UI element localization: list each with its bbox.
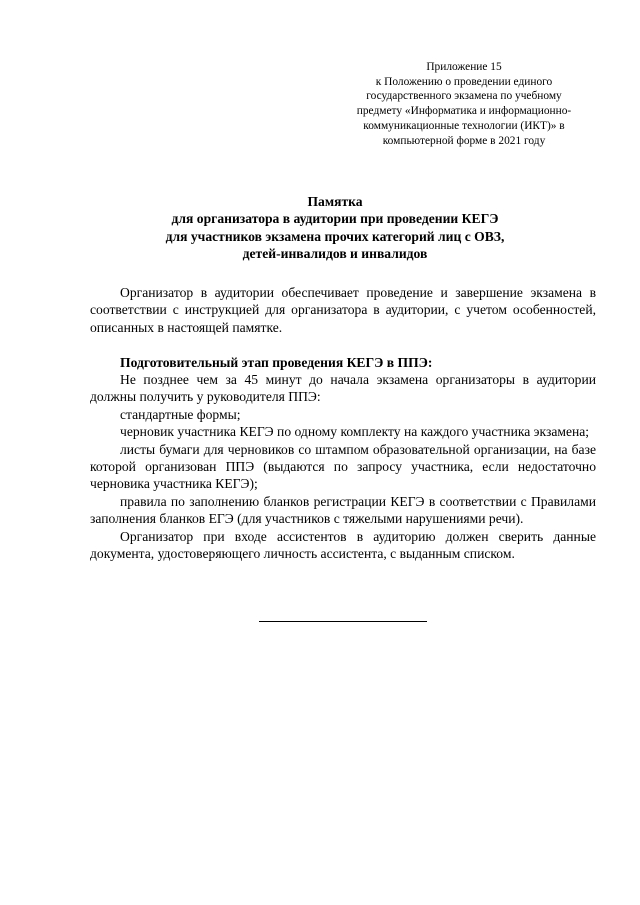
appendix-line: государственного экзамена по учебному [366,90,562,103]
paragraph: стандартные формы; [120,406,241,422]
paragraph: листы бумаги для черновиков со штампом образовательной организации, на базе которой организован ППЭ (выдаются по запросу участника, если недостаточно черновика участника КЕГЭ); [90,441,596,492]
section-heading: Подготовительный этап проведения КЕГЭ в ППЭ: [120,354,433,370]
appendix-line: предмету «Информатика и информационно- [356,105,572,118]
closing-rule [259,621,427,622]
title-line: детей-инвалидов и инвалидов [242,245,428,261]
paragraph: черновик участника КЕГЭ по одному комплекту на каждого участника экзамена; [120,424,590,440]
document-title [100,193,570,262]
appendix-line: компьютерной форме в 2021 году [382,134,546,147]
document-body [90,284,596,562]
paragraph: Организатор при входе ассистентов в аудиторию должен сверить данные документа, удостоверяющего личность ассистента, с выданным списком. [90,528,596,562]
appendix-line: к Положению о проведении единого [375,75,553,88]
appendix-note [330,60,598,148]
paragraph: Не позднее чем за 45 минут до начала экзамена организаторы в аудитории должны получить у руководителя ППЭ: [90,372,596,405]
title-line: для участников экзамена прочих категорий лиц с ОВЗ, [165,228,505,244]
appendix-line: Приложение 15 [426,61,502,73]
title-line: для организатора в аудитории при проведении КЕГЭ [171,211,499,227]
intro-paragraph: Организатор в аудитории обеспечивает проведение и завершение экзамена в соответствии с инструкцией для организатора в аудитории, с учетом особенностей, описанных в настоящей памятке. [90,285,596,335]
title-line: Памятка [307,194,363,209]
paragraph: правила по заполнению бланков регистрации КЕГЭ в соответствии с Правилами заполнения бланков ЕГЭ (для участников с тяжелыми нарушениями речи). [90,493,596,527]
appendix-line: коммуникационные технологии (ИКТ)» в [363,119,565,132]
